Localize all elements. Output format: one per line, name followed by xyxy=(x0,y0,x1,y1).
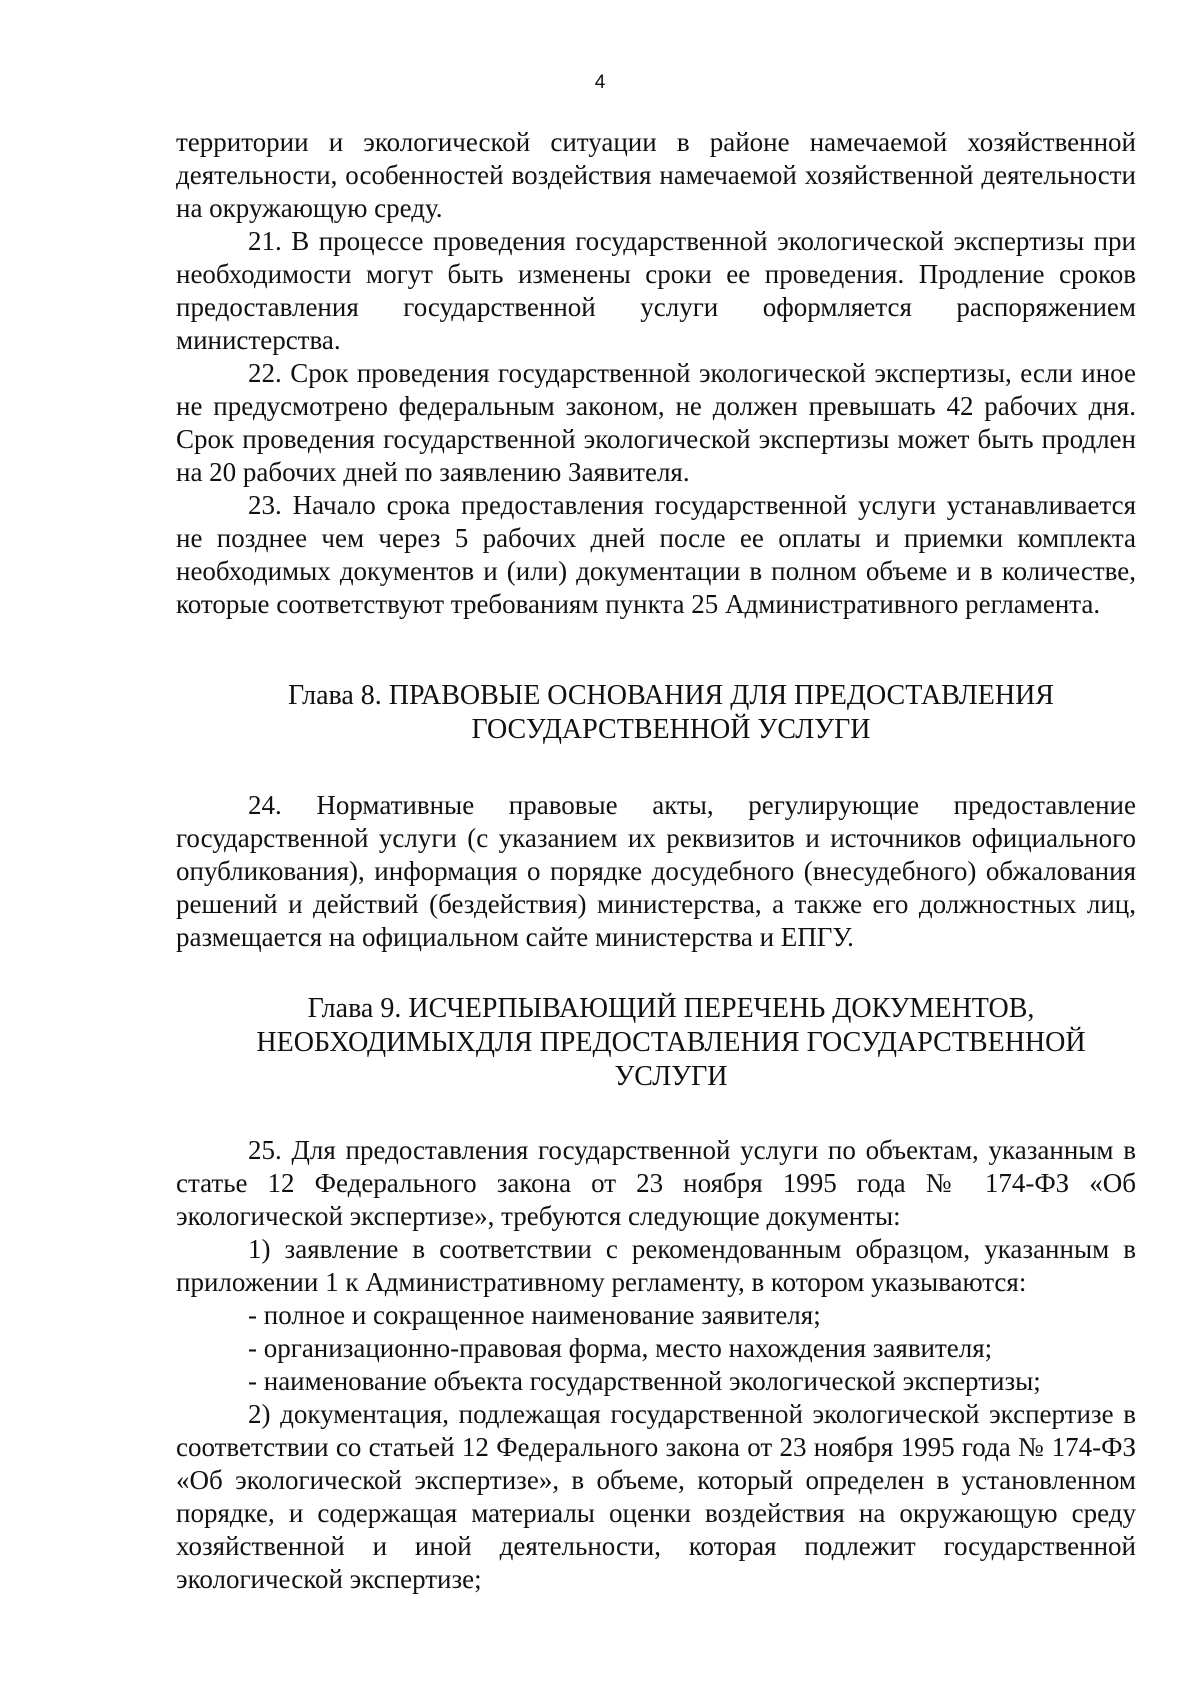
paragraph-24: 24. Нормативные правовые акты, регулирующие предоставление государственной услуги (с указанием их реквизитов и источников официального опубликования), информация о порядке досудебного (внесудебного) обжалования решений и действий (бездействия) министерства, а также его должностных лиц, размещается на официальном сайте министерства и ЕПГУ. xyxy=(176,790,1136,952)
spacer xyxy=(176,1094,1136,1134)
paragraph-23: 23. Начало срока предоставления государственной услуги устанавливается не позднее чем через 5 рабочих дней после ее оплаты и приемки комплекта необходимых документов и (или) документации в полном объеме и в количестве, которые соответствуют требованиям пункта 25 Административного регламента. xyxy=(176,490,1136,619)
chapter-8-heading: Глава 8. ПРАВОВЫЕ ОСНОВАНИЯ ДЛЯ ПРЕДОСТАВЛЕНИЯ ГОСУДАРСТВЕННОЙ УСЛУГИ xyxy=(288,680,1054,745)
paragraph-25-item-1-bullet-b: - организационно-правовая форма, место нахождения заявителя; xyxy=(248,1333,993,1363)
paragraph-21: 21. В процессе проведения государственной экологической экспертизы при необходимости могут быть изменены сроки ее проведения. Продление сроков предоставления государственной услуги оформляется распоряжением министерства. xyxy=(176,226,1136,355)
document-body xyxy=(176,126,1136,1596)
paragraph-25-item-1: 1) заявление в соответствии с рекомендованным образцом, указанным в приложении 1 к Административному регламенту, в котором указываются: xyxy=(176,1234,1136,1297)
paragraph-22: 22. Срок проведения государственной экологической экспертизы, если иное не предусмотрено федеральным законом, не должен превышать 42 рабочих дня. Срок проведения государственной экологической экспертизы может быть продлен на 20 рабочих дней по заявлению Заявителя. xyxy=(176,358,1136,487)
paragraph-25: 25. Для предоставления государственной услуги по объектам, указанным в статье 12 Федерального закона от 23 ноября 1995 года № 174-ФЗ «Об экологической экспертизе», требуются следующие документы: xyxy=(176,1135,1136,1231)
spacer xyxy=(176,621,1136,679)
paragraph-25-item-1-bullet-c: - наименование объекта государственной экологической экспертизы; xyxy=(248,1366,1041,1396)
continuation-paragraph: территории и экологической ситуации в районе намечаемой хозяйственной деятельности, особенностей воздействия намечаемой хозяйственной деятельности на окружающую среду. xyxy=(176,127,1136,223)
page-number: 4 xyxy=(594,72,606,93)
spacer xyxy=(176,747,1136,789)
spacer xyxy=(176,954,1136,992)
paragraph-25-item-2: 2) документация, подлежащая государственной экологической экспертизе в соответствии со статьей 12 Федерального закона от 23 ноября 1995 года № 174-ФЗ «Об экологической экспертизе», в объеме, который определен в установленном порядке, и содержащая материалы оценки воздействия на окружающую среду хозяйственной и иной деятельности, которая подлежит государственной экологической экспертизе; xyxy=(176,1399,1136,1594)
paragraph-25-item-1-bullet-a: - полное и сокращенное наименование заявителя; xyxy=(248,1300,821,1330)
chapter-9-heading: Глава 9. ИСЧЕРПЫВАЮЩИЙ ПЕРЕЧЕНЬ ДОКУМЕНТОВ, НЕОБХОДИМЫХДЛЯ ПРЕДОСТАВЛЕНИЯ ГОСУДАРСТВЕННОЙ УСЛУГИ xyxy=(256,993,1086,1092)
